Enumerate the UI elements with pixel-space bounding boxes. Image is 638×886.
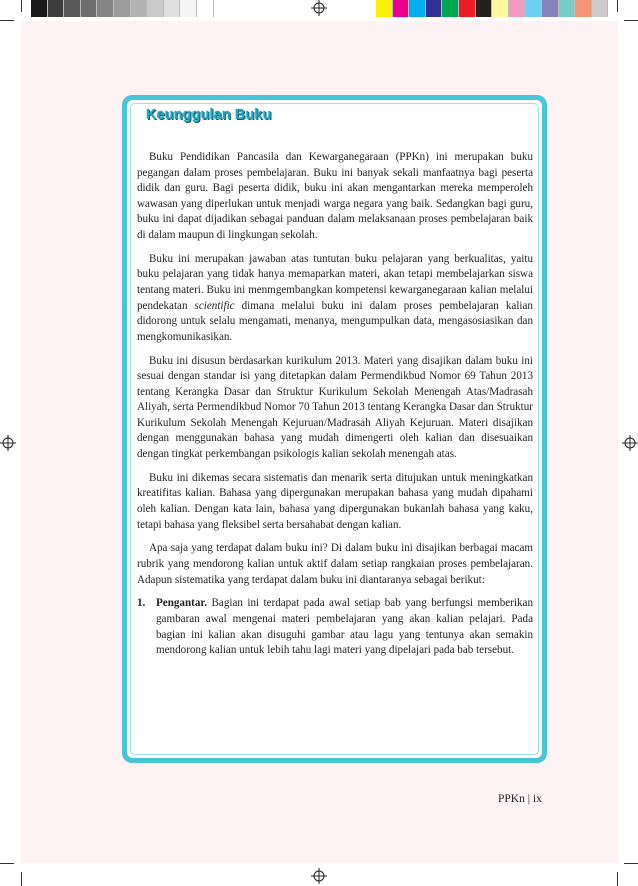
crop-mark-top-right-h [624, 20, 638, 21]
italic-term: scientific [194, 299, 235, 312]
list-item-text [156, 596, 533, 658]
registration-mark-right-icon [622, 435, 638, 451]
list-item-number: 1. [137, 597, 146, 610]
process-color-bar [376, 0, 608, 17]
registration-mark-bottom-icon [311, 868, 327, 884]
list-item-description: Bagian ini terdapat pada awal setiap bab yang berfungsi memberikan gambaran awal mengenai materi pembelajaran yang akan kalian pelajari. Pada bagian ini kalian akan disuguhi gambar atau lagu yang tentunya akan semakin mendorong kalian untuk lebih tahu lagi materi yang dipelajari pada bab tersebut. [156, 597, 533, 657]
gray-swatch [114, 0, 131, 17]
paragraph: Buku ini merupakan jawaban atas tuntutan buku pelajaran yang berkualitas, yaitu buku pelajaran yang tidak hanya memaparkan materi, akan tetapi membelajarkan siswa tentang materi. Buku ini menmgembangkan kompetensi kewarganegaraan kalian melalui pendekatan scientific dimana melalui buku ini dalam proses pembelajaran kalian didorong untuk selalu mengamati, menanya, mengumpulkan data, mengasosiasikan dan mengkomunikasikan. [137, 252, 533, 343]
color-swatch [459, 0, 476, 17]
color-swatch [476, 0, 493, 17]
registration-mark-top-icon [311, 0, 327, 16]
gray-swatch [48, 0, 65, 17]
color-swatch [409, 0, 426, 17]
color-swatch [559, 0, 576, 17]
color-swatch [509, 0, 526, 17]
paragraph: Buku Pendidikan Pancasila dan Kewarganegaraan (PPKn) ini merupakan buku pegangan dalam proses pembelajaran. Buku ini banyak sekali manfaatnya bagi peserta didik dan guru. Bagi peserta didik, buku ini akan mengantarkan mereka memperoleh wawasan yang diperlukan untuk menjadi warga negara yang baik. Sedangkan bagi guru, buku ini dapat dijadikan sebagai panduan dalam melaksanaan proses pembelajaran baik di dalam maupun di lingkungan sekolah. [137, 151, 533, 241]
gray-swatch [64, 0, 81, 17]
grayscale-color-bar [31, 0, 214, 17]
list-item [137, 596, 533, 658]
gray-swatch [197, 0, 214, 17]
crop-mark-top-left-h [0, 20, 14, 21]
gray-swatch [147, 0, 164, 17]
body-text [137, 150, 533, 659]
page-footer: PPKn | ix [498, 793, 542, 805]
color-swatch [442, 0, 459, 17]
registration-mark-left-icon [0, 435, 16, 451]
color-swatch [525, 0, 542, 17]
paragraph: Apa saja yang terdapat dalam buku ini? Di dalam buku ini disajikan berbagai macam rubrik yang mendorong kalian untuk aktif dalam setiap rangkaian proses pembelajaran. Adapun sistematika yang terdapat dalam buku ini diantaranya sebagai berikut: [137, 542, 533, 586]
color-swatch [426, 0, 443, 17]
gray-swatch [180, 0, 197, 17]
gray-swatch [164, 0, 181, 17]
gray-swatch [81, 0, 98, 17]
gray-swatch [31, 0, 48, 17]
section-heading: Keunggulan Buku [146, 107, 272, 123]
crop-mark-bottom-right-v [617, 872, 618, 886]
crop-mark-top-right-v [617, 0, 618, 12]
crop-mark-top-left-v [21, 0, 22, 12]
color-swatch [592, 0, 609, 17]
gray-swatch [97, 0, 114, 17]
color-swatch [393, 0, 410, 17]
crop-mark-bottom-right-h [624, 863, 638, 864]
color-swatch [376, 0, 393, 17]
gray-swatch [131, 0, 148, 17]
color-swatch [492, 0, 509, 17]
crop-mark-bottom-left-h [0, 863, 14, 864]
crop-mark-bottom-left-v [21, 872, 22, 886]
paragraph: Buku ini disusun berdasarkan kurikulum 2013. Materi yang disajikan dalam buku ini sesuai dengan standar isi yang ditetapkan dalam Permendikbud Nomor 69 Tahun 2013 tentang Kerangka Dasar dan Struktur Kurikulum Sekolah Menengah Atas/Madrasah Aliyah, serta Permendikbud Nomor 70 Tahun 2013 tentang Kerangka Dasar dan Struktur Kurikulum Sekolah Menengah Kejuruan/Madrasah Aliyah Kejuruan. Materi disajikan dengan menggunakan bahasa yang mudah dimengerti oleh kalian dan disesuaikan dengan tingkat perkembangan psikologis kalian sekolah menengah atas. [137, 354, 533, 461]
color-swatch [542, 0, 559, 17]
feature-list [137, 596, 533, 658]
list-item-term: Pengantar. [156, 597, 208, 610]
paragraph: Buku ini dikemas secara sistematis dan menarik serta ditujukan untuk meningkatkan kreatifitas kalian. Bahasa yang dipergunakan merupakan bahasa yang mudah dipahami oleh kalian. Dengan kata lain, bahasa yang dipergunakan bukanlah bahasa yang kaku, tetapi bahasa yang fleksibel serta bersahabat dengan kalian. [137, 471, 533, 531]
color-swatch [575, 0, 592, 17]
